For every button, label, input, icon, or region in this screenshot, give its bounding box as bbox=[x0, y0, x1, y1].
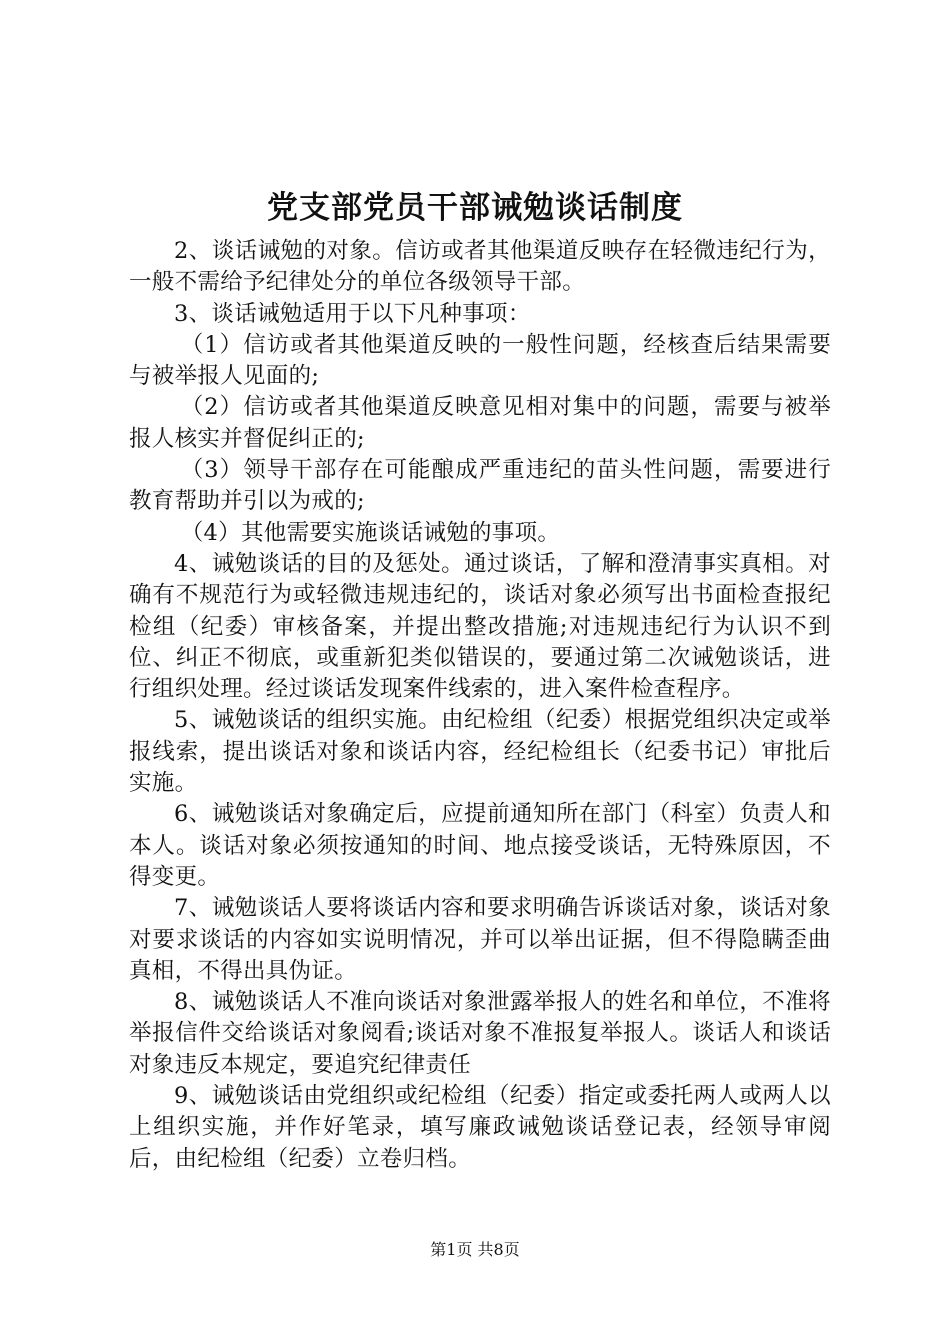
paragraph-7-requirements: 7、诫勉谈话人要将谈话内容和要求明确告诉谈话对象，谈话对象对要求谈话的内容如实说明情况，并可以举出证据，但不得隐瞒歪曲真相，不得出具伪证。 bbox=[129, 895, 831, 984]
document-title: 党支部党员干部诫勉谈话制度 bbox=[267, 190, 683, 226]
paragraph-6-notification: 6、诫勉谈话对象确定后，应提前通知所在部门（科室）负责人和本人。谈话对象必须按通知的时间、地点接受谈话，无特殊原因，不得变更。 bbox=[129, 801, 831, 890]
paragraph-3-item-2: （2）信访或者其他渠道反映意见相对集中的问题，需要与被举报人核实并督促纠正的; bbox=[129, 394, 831, 452]
paragraph-4-purpose: 4、诫勉谈话的目的及惩处。通过谈话，了解和澄清事实真相。对确有不规范行为或轻微违规违纪的，谈话对象必须写出书面检查报纪检组（纪委）审核备案，并提出整改措施;对违规违纪行为认识不到位、纠正不彻底，或重新犯类似错误的，要通过第二次诫勉谈话，进行组织处理。经过谈话发现案件线索的，进入案件检查程序。 bbox=[129, 550, 831, 703]
paragraph-3-item-4: （4）其他需要实施谈话诫勉的事项。 bbox=[180, 519, 561, 546]
paragraph-5-implementation: 5、诫勉谈话的组织实施。由纪检组（纪委）根据党组织决定或举报线索，提出谈话对象和谈话内容，经纪检组长（纪委书记）审批后实施。 bbox=[129, 707, 831, 797]
paragraph-9-archiving: 9、诫勉谈话由党组织或纪检组（纪委）指定或委托两人或两人以上组织实施，并作好笔录，填写廉政诫勉谈话登记表，经领导审阅后，由纪检组（纪委）立卷归档。 bbox=[129, 1083, 831, 1172]
document-body bbox=[129, 236, 831, 1175]
page-number-footer: 第1页 共8页 bbox=[430, 1240, 520, 1259]
paragraph-2-target: 2、谈话诫勉的对象。信访或者其他渠道反映存在轻微违纪行为，一般不需给予纪律处分的单位各级领导干部。 bbox=[129, 238, 831, 296]
paragraph-3-scope: 3、谈话诫勉适用于以下凡种事项： bbox=[174, 300, 531, 327]
paragraph-8-confidentiality: 8、诫勉谈话人不准向谈话对象泄露举报人的姓名和单位，不准将举报信件交给谈话对象阅看;谈话对象不准报复举报人。谈话人和谈话对象违反本规定，要追究纪律责任 bbox=[129, 989, 831, 1078]
paragraph-3-item-3: （3）领导干部存在可能酿成严重违纪的苗头性问题，需要进行教育帮助并引以为戒的; bbox=[129, 457, 831, 515]
paragraph-3-item-1: （1）信访或者其他渠道反映的一般性问题，经核查后结果需要与被举报人见面的; bbox=[129, 331, 831, 390]
